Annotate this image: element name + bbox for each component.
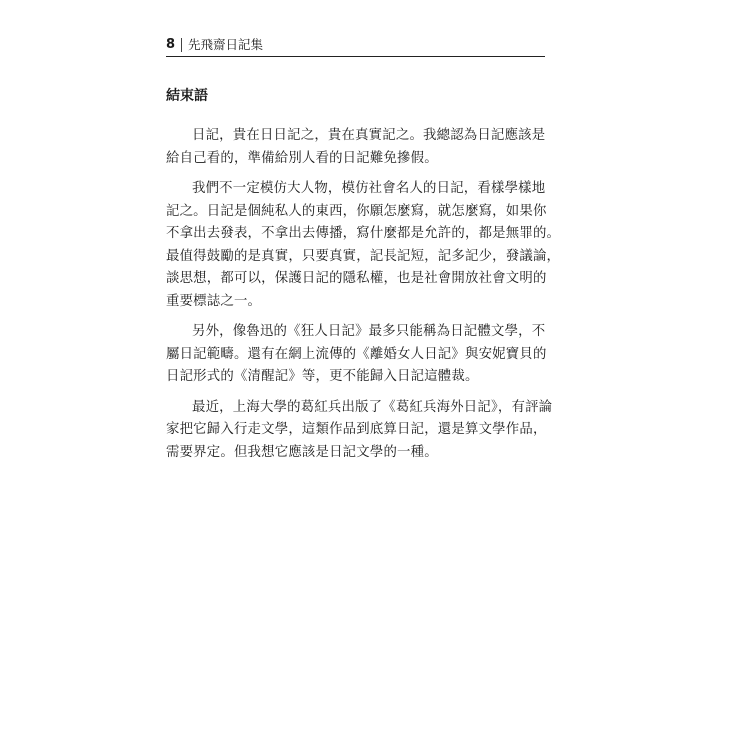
text-line: 談思想，都可以，保護日記的隱私權，也是社會開放社會文明的 bbox=[166, 271, 547, 286]
text-line: 日記，貴在日日記之，貴在真實記之。我總認為日記應該是 bbox=[192, 128, 546, 143]
section-heading: 結束語 bbox=[166, 88, 208, 104]
text-line: 最近，上海大學的葛紅兵出版了《葛紅兵海外日記》，有評論 bbox=[192, 399, 553, 415]
paragraph-1 bbox=[166, 125, 546, 170]
running-header bbox=[166, 36, 544, 54]
text-line: 另外，像魯迅的《狂人日記》最多只能稱為日記體文學，不 bbox=[192, 324, 546, 339]
text-line: 屬日記範疇。還有在網上流傳的《離婚女人日記》與安妮寶貝的 bbox=[166, 346, 547, 362]
text-line: 給自己看的，準備給別人看的日記難免摻假。 bbox=[166, 150, 438, 166]
text-line: 不拿出去發表，不拿出去傳播，寫什麼都是允許的，都是無罪的。 bbox=[166, 226, 561, 241]
body-text bbox=[166, 125, 561, 472]
paragraph-4 bbox=[166, 397, 553, 465]
text-line: 記之。日記是個純私人的東西，你願怎麼寫，就怎麼寫，如果你 bbox=[166, 203, 547, 219]
page-number: 8 bbox=[166, 37, 176, 52]
paragraph-3 bbox=[166, 321, 546, 389]
text-line: 日記形式的《清醒記》等，更不能歸入日記這體裁。 bbox=[166, 369, 479, 384]
text-line: 最值得鼓勵的是真實，只要真實，記長記短，記多記少，發議論， bbox=[166, 248, 561, 264]
header-separator bbox=[181, 38, 182, 52]
text-line: 需要界定。但我想它應該是日記文學的一種。 bbox=[166, 444, 438, 460]
book-title: 先飛齋日記集 bbox=[188, 37, 264, 52]
paragraph-2 bbox=[166, 178, 561, 313]
text-line: 重要標誌之一。 bbox=[166, 293, 262, 309]
text-line: 我們不一定模仿大人物，模仿社會名人的日記，看樣學樣地 bbox=[192, 181, 546, 196]
text-line: 家把它歸入行走文學，這類作品到底算日記，還是算文學作品， bbox=[166, 422, 547, 437]
header-rule bbox=[166, 56, 545, 57]
